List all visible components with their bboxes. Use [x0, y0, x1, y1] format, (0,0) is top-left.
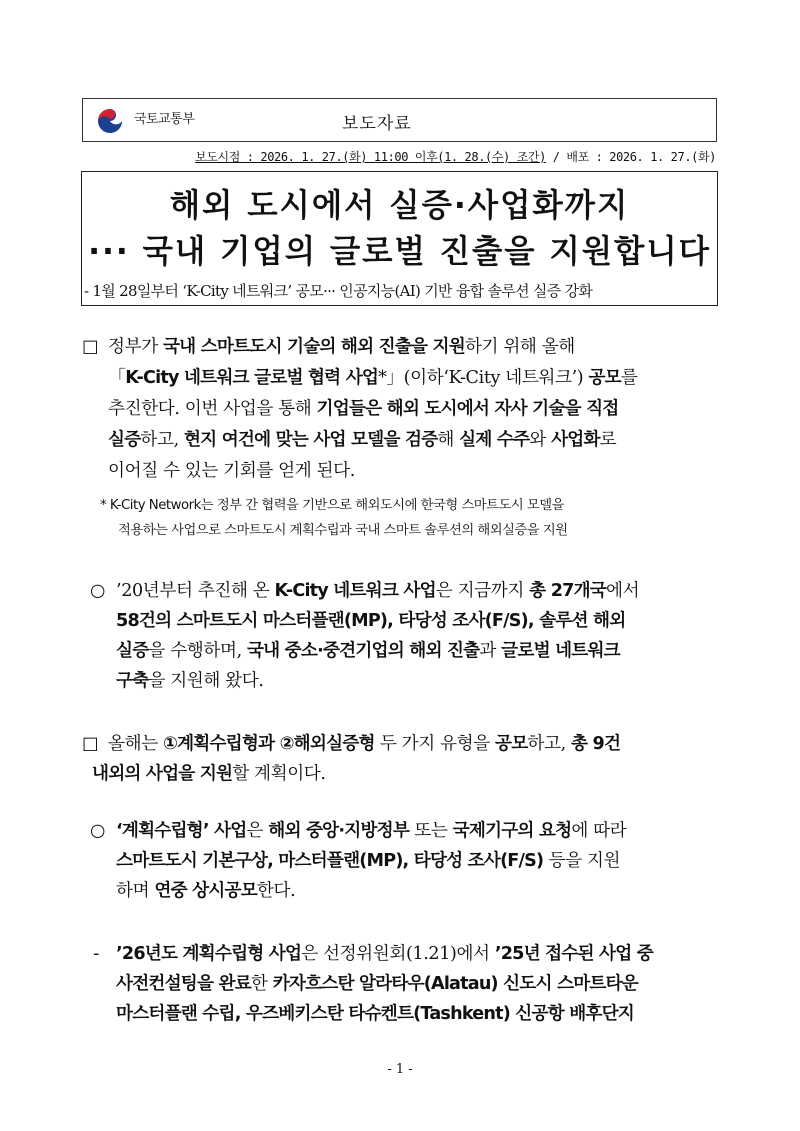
para1-line-5: 이어질 수 있는 기회를 얻게 된다.	[108, 461, 355, 481]
sub2-line-3: 하며 연중 상시공모한다.	[116, 881, 296, 901]
circle-bullet: ○	[90, 821, 105, 841]
footnote-line-2: 적용하는 사업으로 스마트도시 계획수립과 국내 스마트 솔루션의 해외실증을 지원	[118, 523, 568, 538]
para1-line-2: 「K-City 네트워크 글로벌 협력 사업*」(이하‘K-City 네트워크’) 공모를	[108, 368, 638, 388]
page-number: - 1 -	[387, 1062, 413, 1077]
square-bullet: □	[82, 337, 99, 357]
para2-line-2: 내외의 사업을 지원할 계획이다.	[92, 764, 326, 784]
dash-bullet: -	[93, 944, 99, 964]
distribution-date: / 배포 : 2026. 1. 27.(화)	[545, 150, 716, 164]
footnote-line-1: * K-City Network는 정부 간 협력을 기반으로 해외도시에 한국형 스마트도시 모델을	[100, 498, 564, 513]
embargo-line	[195, 148, 716, 165]
headline-line-2: ··· 국내 기업의 글로벌 진출을 지원합니다	[88, 232, 711, 270]
square-bullet: □	[82, 734, 99, 754]
headline-line-1: 해외 도시에서 실증·사업화까지	[169, 186, 630, 224]
ministry-name: 국토교통부	[134, 112, 195, 127]
government-emblem-icon	[95, 106, 125, 136]
sub2-line-2: 스마트도시 기본구상, 마스터플랜(MP), 타당성 조사(F/S) 등을 지원	[116, 851, 621, 871]
para1-line-3: 추진한다. 이번 사업을 통해 기업들은 해외 도시에서 자사 기술을 직접	[108, 399, 619, 419]
sub2-line-1: ‘계획수립형’ 사업은 해외 중앙·지방정부 또는 국제기구의 요청에 따라	[116, 821, 627, 841]
sub1-line-3: 실증을 수행하며, 국내 중소·중견기업의 해외 진출과 글로벌 네트워크	[116, 641, 620, 661]
subtitle: - 1월 28일부터 ‘K-City 네트워크’ 공모··· 인공지능(AI) 기반 융합 솔루션 실증 강화	[84, 282, 593, 300]
dash1-line-2: 사전컨설팅을 완료한 카자흐스탄 알라타우(Alatau) 신도시 스마트타운	[116, 974, 638, 994]
sub1-line-2: 58건의 스마트도시 마스터플랜(MP), 타당성 조사(F/S), 솔루션 해외	[116, 611, 626, 631]
embargo-time: 보도시점 : 2026. 1. 27.(화) 11:00 이후(1. 28.(수) 조간)	[195, 150, 546, 164]
para1-line-1: 정부가 국내 스마트도시 기술의 해외 진출을 지원하기 위해 올해	[108, 337, 575, 357]
para2-line-1: 올해는 ①계획수립형과 ②해외실증형 두 가지 유형을 공모하고, 총 9건	[108, 734, 621, 754]
dash1-line-1: ’26년도 계획수립형 사업은 선정위원회(1.21)에서 ’25년 접수된 사업 중	[116, 944, 653, 964]
sub1-line-4: 구축을 지원해 왔다.	[116, 671, 264, 691]
circle-bullet: ○	[90, 581, 105, 601]
para1-line-4: 실증하고, 현지 여건에 맞는 사업 모델을 검증해 실제 수주와 사업화로	[108, 430, 617, 450]
document-type: 보도자료	[342, 114, 412, 134]
dash1-line-3: 마스터플랜 수립, 우즈베키스탄 타슈켄트(Tashkent) 신공항 배후단지	[116, 1004, 634, 1024]
sub1-line-1: ’20년부터 추진해 온 K-City 네트워크 사업은 지금까지 총 27개국에서	[116, 581, 640, 601]
